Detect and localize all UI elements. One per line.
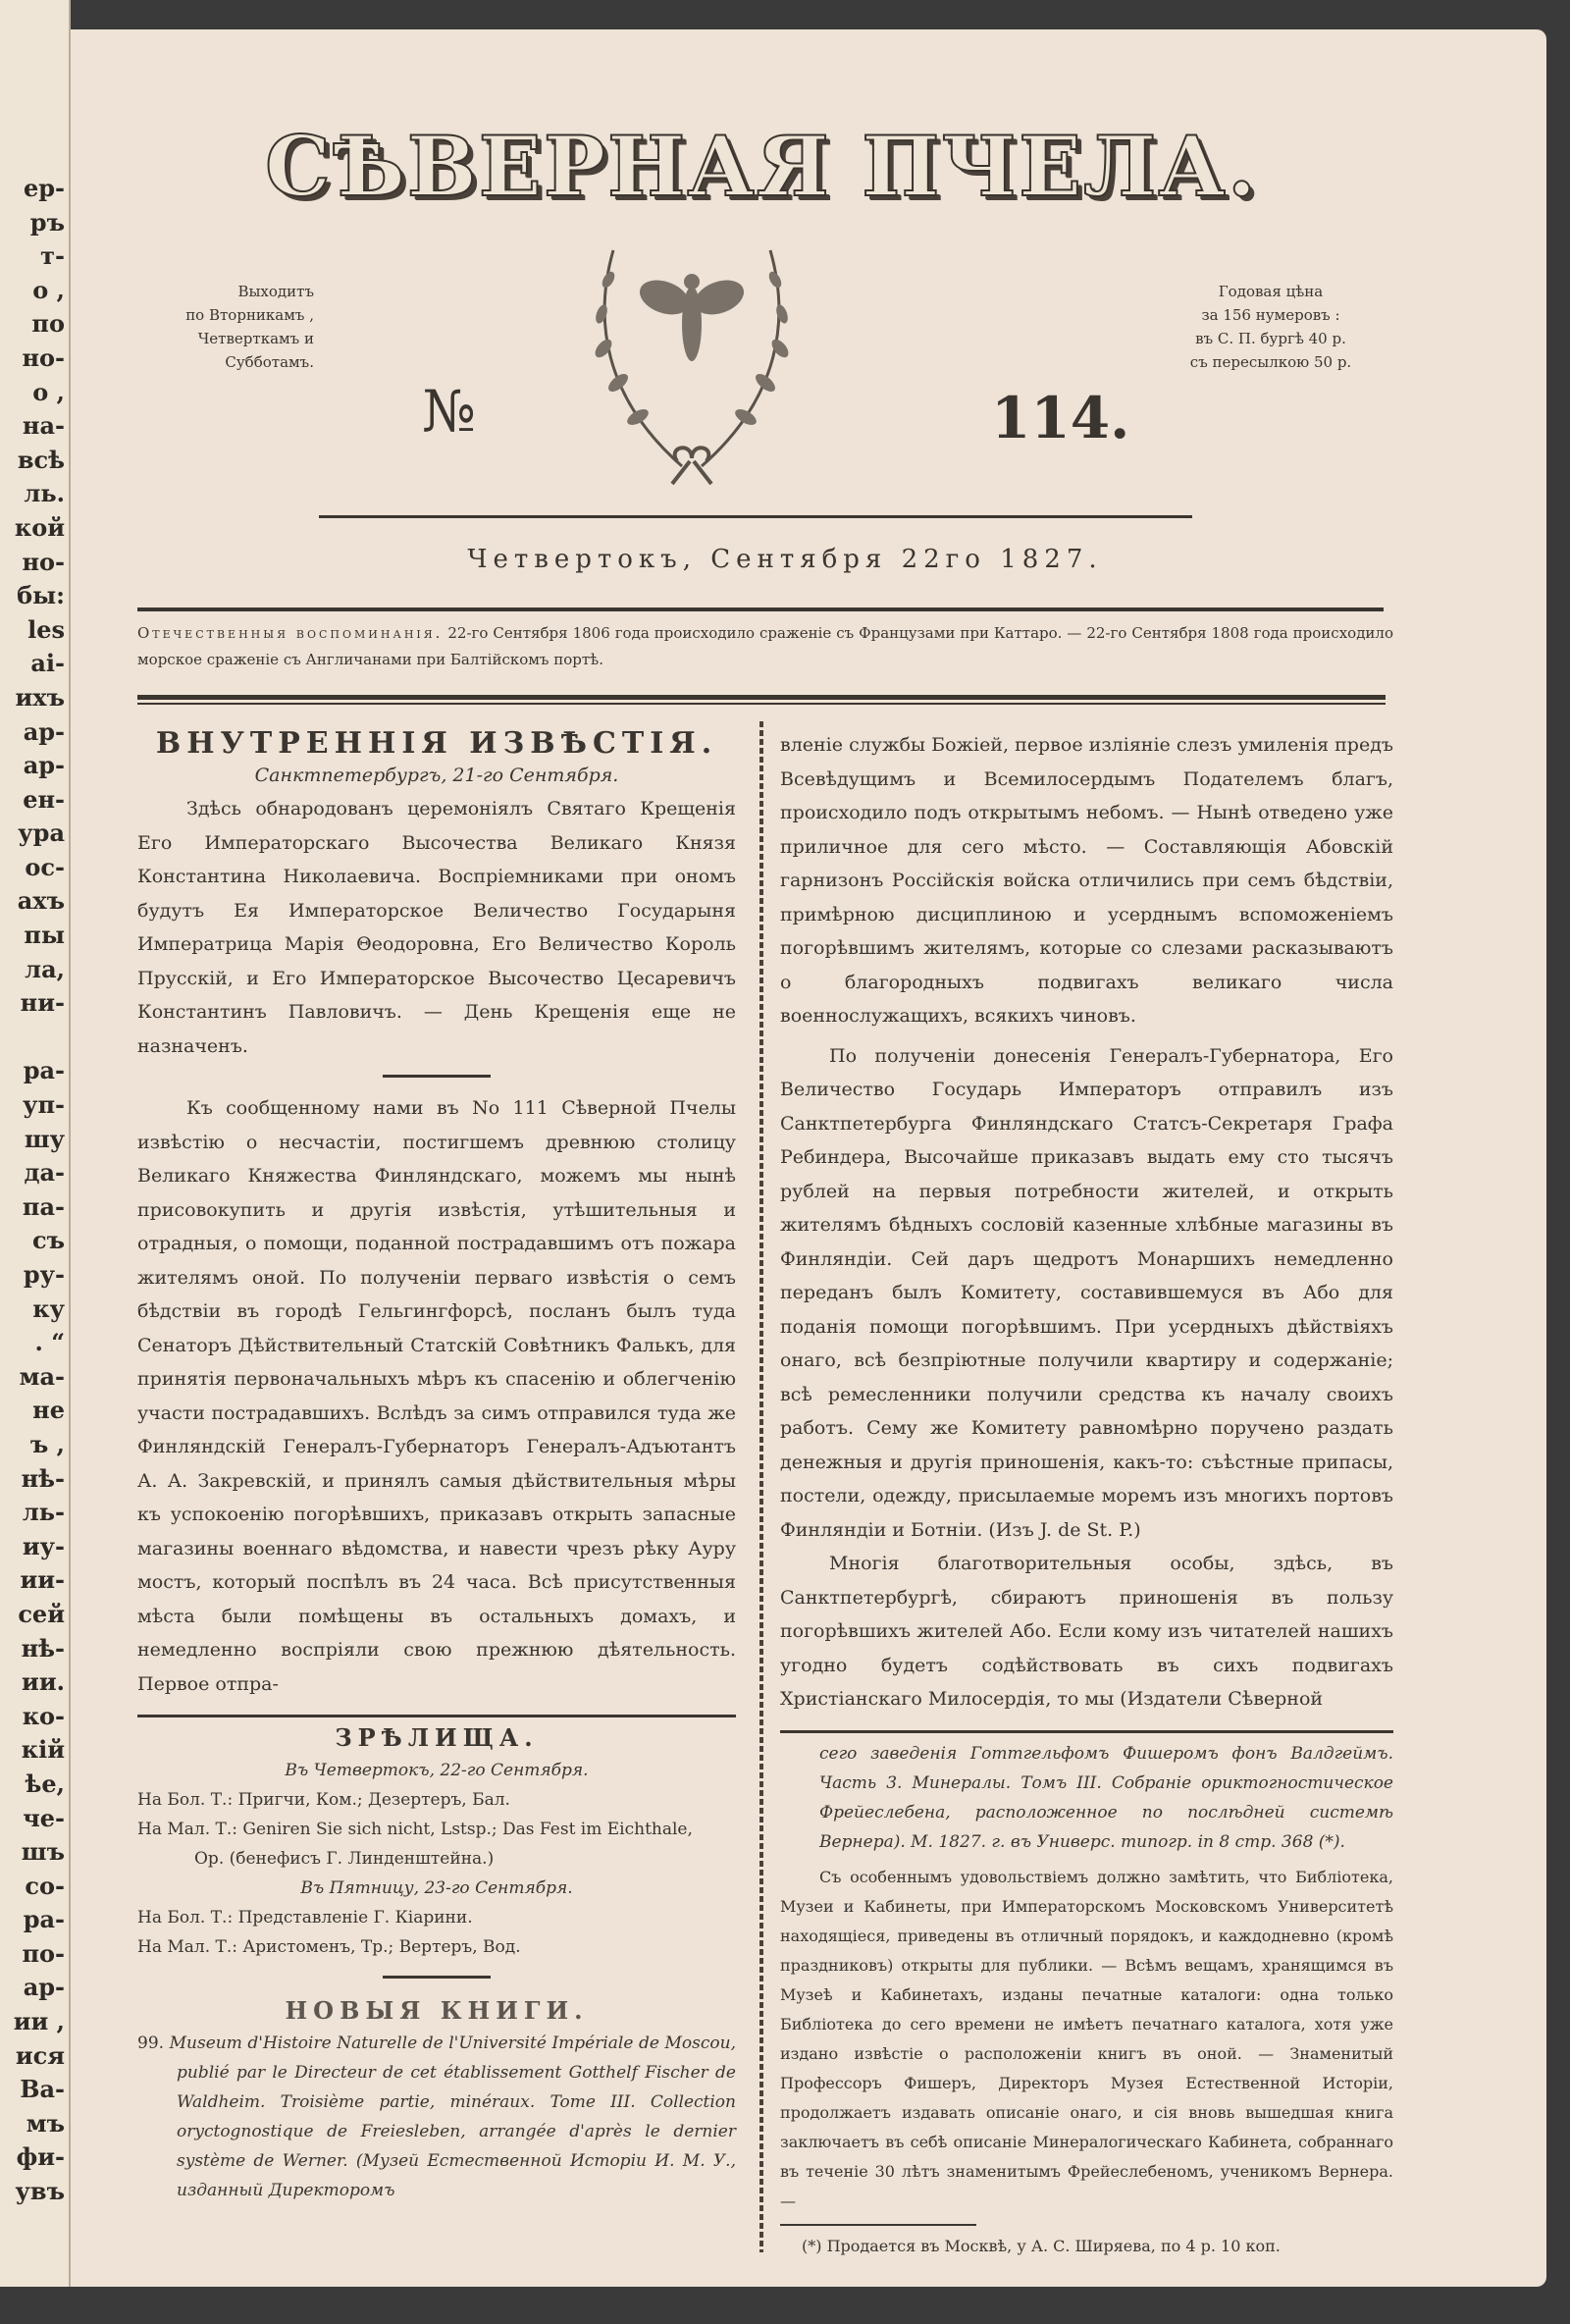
previous-page-line: но- <box>22 343 65 372</box>
pub-days-line: Четверткамъ и <box>197 330 314 347</box>
news-paragraph: вленіе службы Божіей, первое изліяніе слезъ умиленія предъ Всевѣдущимъ и Всемилосердымъ Подателемъ благъ, происходило подъ открытымъ небомъ. — Нынѣ отведено уже приличное для сего мѣсто. — Составляющія Абовскій гарнизонъ Россійскія войска отличились при семъ бѣдствіи, примѣрною дисциплиною и усерднымъ вспоможеніемъ погорѣвшимъ жителямъ, которые со слезами расказываютъ о благородныхъ подвигахъ великаго числа военнослужащихъ, всякихъ чиновъ. <box>780 734 1393 1027</box>
previous-page-line: ен- <box>23 784 65 814</box>
previous-page-line: ихъ <box>15 682 65 712</box>
previous-page-line: мъ <box>26 2108 65 2138</box>
section-title-theatre: ЗРѢЛИЩА. <box>335 1723 539 1752</box>
news-paragraph: Здѣсь обнародованъ церемоніялъ Святаго Крещенія Его Императорскаго Высочества Великаго Князя Константина Николаевича. Воспріемниками при ономъ будутъ Ея Императорское Величество Государыня Императрица Марія Θеодоровна, Его Величество Король Прусскій, и Его Императорское Высочество Цесаревичъ Константинъ Павловичъ. — День Крещенія еще не назначенъ. <box>137 798 736 1057</box>
previous-page-line: . “ <box>34 1328 65 1357</box>
news-paragraph: Къ сообщенному нами въ No 111 Сѣверной Пчелы извѣстію о несчастіи, постигшемъ древнюю столицу Великаго Княжества Финляндскаго, можемъ мы нынѣ присовокупить и другія извѣстія, утѣшительныя и отрадныя, о помощи, поданной пострадавшимъ отъ пожара жителямъ оной. По полученіи перваго извѣстія о семъ бѣдствіи въ городѣ Гельгингфорсѣ, посланъ былъ туда Сенаторъ Дѣйствительный Статскій Совѣтникъ Фалькъ, для принятія первоначальныхъ мѣръ къ спасенію и облегченію участи пострадавшихъ. Вслѣдъ за симъ отправился туда же Финляндскій Генералъ-Губернаторъ Генералъ-Адъютантъ А. А. Закревскій, и принялъ самыя дѣйствительныя мѣры къ успокоенію погорѣвшихъ, приказавъ открыть запасные магазины военнаго вѣдомства, и навести чрезъ рѣку Ауру мостъ, который поспѣлъ въ 24 часа. Всѣ присутственныя мѣста были помѣщены въ остальныхъ домахъ, и немедленно воспріяли свою прежнюю дѣятельность. Первое отпра- <box>137 1097 736 1695</box>
theatre-day: Въ Четвертокъ, 22-го Сентября. <box>285 1761 589 1780</box>
previous-page-line: по- <box>22 1938 65 1968</box>
previous-page-line: Ва- <box>20 2075 65 2104</box>
previous-page-line: со- <box>25 1871 65 1900</box>
news-paragraph: Многія благотворительныя особы, здѣсь, въ Санктпетербургѣ, сбираютъ приношенія въ пользу погорѣвшихъ жителей Або. Если кому изъ читателей нашихъ угодно будетъ содѣйствовать въ сихъ подвигахъ Христіанскаго Милосердія, то мы (Издатели Сѣверной <box>780 1553 1393 1710</box>
previous-page-edge <box>0 0 71 2287</box>
previous-page-line: т- <box>40 241 65 271</box>
previous-page-line: ль- <box>22 1498 65 1527</box>
previous-page-line: съ <box>31 1226 65 1255</box>
previous-page-line: ъ , <box>29 1429 65 1458</box>
previous-page-line: по <box>31 309 65 339</box>
footnote-rule <box>780 2224 976 2226</box>
header-double-rule <box>137 703 1386 705</box>
theatre-listing <box>137 1903 736 1932</box>
price-line: въ С. П. бургѣ 40 р. <box>1195 330 1346 347</box>
previous-page-line: кой <box>14 512 65 542</box>
memorial-lead: Отечественныя воспоминанія. <box>137 624 444 642</box>
theatre-label: На Мал. Т.: <box>137 1820 237 1839</box>
previous-page-line: ии , <box>13 2007 65 2036</box>
previous-page-line: сей <box>18 1599 65 1628</box>
previous-page-line: ма- <box>19 1361 65 1391</box>
section-rule <box>383 1976 491 1979</box>
previous-page-line: нѣ- <box>21 1463 65 1493</box>
previous-page-line: о , <box>32 377 65 406</box>
previous-page-line: ръ <box>29 207 65 237</box>
previous-page-line: фи- <box>16 2142 65 2172</box>
paragraph-rule <box>383 1075 491 1078</box>
footnote: (*) Продается въ Москвѣ, у А. С. Ширяева, по 4 р. 10 коп. <box>802 2236 1281 2255</box>
previous-page-line: les <box>27 614 65 644</box>
previous-page-line: ла, <box>25 954 65 983</box>
news-paragraph: По полученіи донесенія Генералъ-Губернатора, Его Величество Государь Императоръ отправилъ изъ Санктпетербурга Финляндскаго Статсъ-Секретаря Графа Ребиндера, Высочайше приказавъ выдать ему сто тысячъ рублей на первыя потребности жителей, и открыть жителямъ бѣдныхъ сословій казенные хлѣбные магазины въ Финляндіи. Сей даръ щедротъ Монаршихъ немедленно переданъ былъ Комитету, составившемуся въ Або для поданія помощи погорѣвшимъ. При усердныхъ дѣйствіяхъ онаго, всѣ безпріютные получили квартиру и содержаніе; всѣ ремесленники получили средства къ началу своихъ работъ. Сему же Комитету равномѣрно поручено раздать денежныя и другія приношенія, какъ-то: съѣстные припасы, постели, одежду, присылаемые моремъ изъ многихъ портовъ Финляндіи и Ботніи. (Изъ J. de St. P.) <box>780 1044 1393 1541</box>
previous-page-line: ии. <box>22 1667 65 1697</box>
previous-page-line: шу <box>24 1124 65 1153</box>
previous-page-line: ѣе, <box>25 1769 65 1798</box>
left-column <box>137 726 736 2205</box>
previous-page-line: на- <box>22 411 65 441</box>
previous-page-line: ра- <box>23 1905 65 1934</box>
previous-page-line: шъ <box>21 1837 65 1867</box>
right-column <box>780 728 1393 2261</box>
previous-page-line <box>0 1021 65 1055</box>
column-separator <box>759 721 763 2252</box>
previous-page-line: да- <box>24 1158 65 1188</box>
previous-page-line: о , <box>32 275 65 304</box>
theatre-text: Geniren Sie sich nicht, Lstsp.; Das Fest im Eichthale, <box>242 1820 693 1839</box>
section-rule <box>137 1715 736 1717</box>
previous-page-line: но- <box>22 547 65 576</box>
previous-page-line: ар- <box>23 751 65 780</box>
previous-page-line: увъ <box>15 2177 65 2206</box>
theatre-label: На Мал. Т.: <box>137 1937 237 1957</box>
previous-page-line: ура <box>18 819 65 848</box>
price-line: съ пересылкою 50 р. <box>1189 353 1352 371</box>
theatre-text: Представленіе Г. Кіарини. <box>237 1908 473 1928</box>
previous-page-line: че- <box>23 1803 65 1832</box>
theatre-day: Въ Пятницу, 23-го Сентября. <box>300 1878 573 1898</box>
previous-page-line: ос- <box>25 852 65 881</box>
previous-page-line: ль. <box>24 479 65 508</box>
number-sign: № <box>422 378 476 445</box>
pub-days-line: Выходитъ <box>237 283 314 300</box>
theatre-text: Пригчи, Ком.; Дезертеръ, Бал. <box>237 1790 510 1810</box>
newspaper-title: СѢВЕРНАЯ ПЧЕЛА. <box>265 118 1259 215</box>
previous-page-line: ахъ <box>17 886 65 916</box>
theatre-label: На Бол. Т.: <box>137 1908 234 1928</box>
publication-days <box>147 280 314 374</box>
previous-page-line: ар- <box>23 716 65 746</box>
previous-page-text <box>0 172 65 2209</box>
pub-days-line: по Вторникамъ , <box>185 306 314 324</box>
theatre-listing <box>137 1844 736 1874</box>
theatre-text: Ор. (бенефисъ Г. Линденштейна.) <box>194 1849 495 1869</box>
previous-page-line: ку <box>32 1294 65 1323</box>
previous-page-line: иу- <box>22 1531 65 1560</box>
previous-page-line: ии- <box>20 1565 65 1595</box>
previous-page-line: кій <box>21 1735 65 1765</box>
memorial-notice <box>137 620 1393 673</box>
previous-page-line: ар- <box>23 1973 65 2002</box>
previous-page-line: нѣ- <box>21 1633 65 1663</box>
price-line: Годовая цѣна <box>1218 283 1324 300</box>
theatre-listing <box>137 1815 736 1844</box>
book-listing-continued: сего заведенія Готтгельфомъ Фишеромъ фонъ Валдгеймъ. Часть 3. Минералы. Томъ III. Собраніе ориктогностическое Фрейеслебена, расположенное по послѣдней системѣ Вернера). М. 1827. г. въ Универс. типогр. in 8 стр. 368 (*). <box>819 1743 1393 1852</box>
previous-page-line: уп- <box>23 1090 65 1120</box>
theatre-listing <box>137 1932 736 1962</box>
masthead-rule <box>319 515 1192 518</box>
theatre-listing <box>137 1785 736 1815</box>
header-double-rule <box>137 695 1386 700</box>
previous-page-line: ра- <box>23 1056 65 1085</box>
previous-page-line: ни- <box>20 988 65 1018</box>
previous-page-line: ко- <box>22 1701 65 1730</box>
previous-page-line: па- <box>22 1191 65 1221</box>
issue-dateline: Четвертокъ, Сентября 22го 1827. <box>467 545 1103 574</box>
previous-page-line: не <box>32 1396 65 1425</box>
section-title-new-books: НОВЫЯ КНИГИ. <box>285 1996 589 2025</box>
dateline-rule <box>137 607 1384 611</box>
previous-page-line: ai- <box>30 649 65 678</box>
previous-page-line: ися <box>15 2040 65 2070</box>
previous-page-line: ер- <box>23 174 65 202</box>
theatre-text: Аристоменъ, Тр.; Вертеръ, Вод. <box>242 1937 521 1957</box>
previous-page-line: ру- <box>23 1260 65 1289</box>
section-title-domestic-news: ВНУТРЕННІЯ ИЗВѢСТІЯ. <box>155 726 718 761</box>
issue-number: 114. <box>991 385 1130 451</box>
book-title: Museum d'Histoire Naturelle de l'Université Impériale de Moscou, publié par le Directeur de cet établissement Gotthelf Fischer de Waldheim. Troisième partie, minéraux. Tome III. Collection oryctognostique de Freiesleben, arrangée d'après le dernier système de Werner. (Музей Естественной Исторіи И. М. У., изданный Директоромъ <box>169 2034 736 2200</box>
pub-days-line: Субботамъ. <box>225 353 314 371</box>
price-line: за 156 нумеровъ : <box>1201 306 1340 324</box>
annual-price <box>1153 280 1388 374</box>
previous-page-line: всѣ <box>17 445 65 474</box>
book-review: Съ особеннымъ удовольствіемъ должно замѣтить, что Библіотека, Музеи и Кабинеты, при Императорскомъ Московскомъ Университетѣ находящіеся, приведены въ отличный порядокъ, и каждодневно (кромѣ праздниковъ) открыты для публики. — Всѣмъ вещамъ, хранящимся въ Музеѣ и Кабинетахъ, изданы печатные каталоги: одна только Библіотека до сего времени не имѣетъ печатнаго каталога, хотя уже издано извѣстіе о расположеніи книгъ въ оной. — Знаменитый Профессоръ Фишеръ, Директоръ Музея Естественной Исторіи, продолжаетъ издавать описаніе онаго, и сія вновь вышедшая книга заключаетъ въ себѣ описаніе Минералогическаго Кабинета, собраннаго въ теченіе 30 лѣтъ знаменитымъ Фрейеслебеномъ, ученикомъ Вернера. — <box>780 1867 1393 2210</box>
theatre-label: На Бол. Т.: <box>137 1790 234 1810</box>
previous-page-line: пы <box>24 921 65 950</box>
section-rule <box>780 1730 1393 1733</box>
book-listing <box>137 2029 736 2205</box>
news-dateline: Санктпетербургъ, 21-го Сентября. <box>254 765 619 786</box>
memorial-text: 22-го Сентября 1806 года происходило сраженіе съ Французами при Каттаро. — 22-го Сентября 1808 года происходило морское сраженіе съ Англичанами при Балтійскомъ портѣ. <box>137 624 1393 668</box>
bee-wreath-icon <box>574 240 810 486</box>
book-number: 99. <box>137 2034 165 2053</box>
previous-page-line: бы: <box>17 581 65 610</box>
